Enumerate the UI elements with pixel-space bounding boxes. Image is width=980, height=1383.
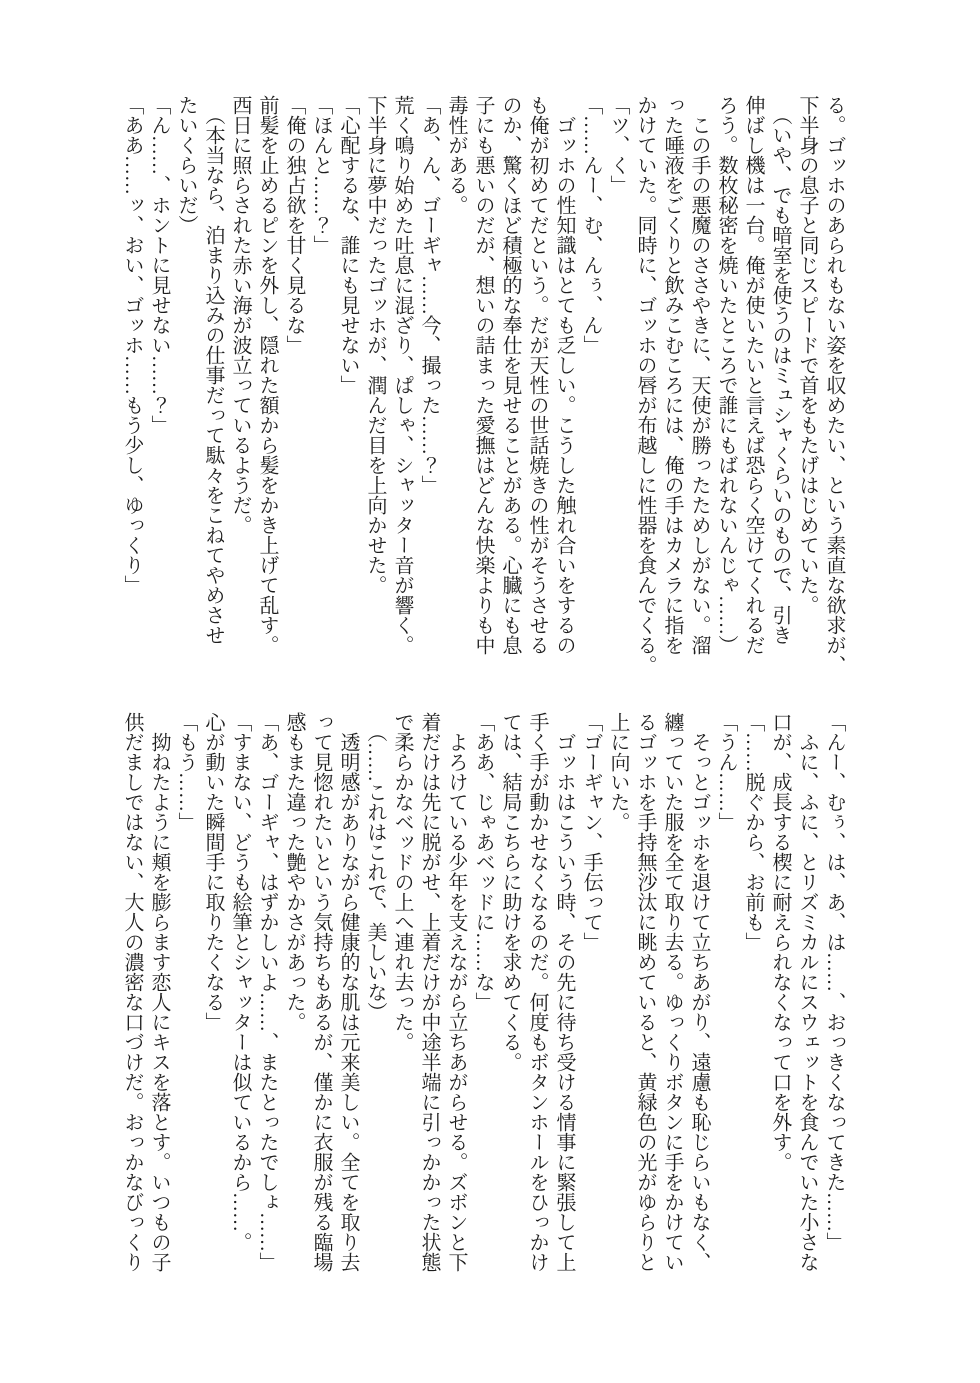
- text-line: 「ゴーギャン、手伝って」: [580, 712, 602, 952]
- text-line: ろう。数枚秘密を焼いたところで誰にもばれないんじゃ……）: [715, 95, 737, 655]
- text-line: 下半身に夢中だったゴッホが、潤んだ目を上向かせた。: [364, 95, 386, 595]
- text-line: 「んー、むぅ、は、あ、は……、おっきくなってきた……」: [823, 712, 845, 1252]
- text-line: 手く手が動かせなくなるのだ。何度もボタンホールをひっかけ: [526, 712, 548, 1272]
- text-line: 「……んー、む、んぅ、ん」: [580, 95, 602, 355]
- passage-block-bottom: [118, 712, 847, 1302]
- text-line: よろけている少年を支えながら立ちあがらせる。ズボンと下: [445, 712, 467, 1272]
- text-line: 上に向いた。: [607, 712, 629, 832]
- text-line: 「ああ……ッ、おい、ゴッホ……もう少し、ゆっくり」: [121, 95, 143, 595]
- text-line: 口が、成長する楔に耐えられなくなって口を外す。: [769, 712, 791, 1172]
- text-line: （いや、でも暗室を使うのはミュシャくらいのもので、引き: [769, 95, 791, 645]
- text-line: 「ほんと……？」: [310, 95, 332, 255]
- text-line: 下半身の息子と同じスピードで首をもたげはじめていた。: [796, 95, 818, 615]
- text-line: 「もう……」: [175, 712, 197, 832]
- text-line: 前髪を止めるピンを外し、隠れた額から髪をかき上げて乱す。: [256, 95, 278, 655]
- text-line: 「すまない、どうも絵筆とシャッターは似ているから……。: [229, 712, 251, 1252]
- text-line: この手の悪魔のささやきに、天使が勝ったためしがない。溜: [688, 95, 710, 655]
- text-line: （……これはこれで、美しいな）: [364, 712, 386, 1022]
- text-line: 子にも悪いのだが、想いの詰まった愛撫はどんな快楽よりも中: [472, 95, 494, 655]
- text-line: 「……脱ぐから、お前も」: [742, 712, 764, 952]
- text-line: ふに、ふに、とリズミカルにスウェットを食んでいた小さな: [796, 712, 818, 1272]
- text-line: のか、驚くほど積極的な奉仕を見せることがある。心臓にも息: [499, 95, 521, 655]
- text-line: った唾液をごくりと飲みこむころには、俺の手はカメラに指を: [661, 95, 683, 655]
- passage-block-top: [118, 95, 847, 685]
- text-line: 毒性がある。: [445, 95, 467, 215]
- text-line: ゴッホはこういう時、その先に待ち受ける情事に緊張して上: [553, 712, 575, 1272]
- text-line: 心が動いた瞬間手に取りたくなる」: [202, 712, 224, 1032]
- text-line: 「ツ、く」: [607, 95, 629, 195]
- text-line: 西日に照らされた赤い海が波立っているようだ。: [229, 95, 251, 535]
- text-line: 「俺の独占欲を甘く見るな」: [283, 95, 305, 355]
- text-line: 「うん……」: [715, 712, 737, 832]
- text-line: 供だましではない、大人の濃密な口づけだ。おっかなびっくり: [121, 712, 143, 1272]
- text-line: 「ああ、じゃあベッドに……な」: [472, 712, 494, 1012]
- text-line: ては、結局こちらに助けを求めてくる。: [499, 712, 521, 1072]
- text-line: 「心配するな、誰にも見せない」: [337, 95, 359, 395]
- text-line: も俺が初めてだという。だが天性の世話焼きの性がそうさせる: [526, 95, 548, 655]
- text-line: 荒く鳴り始めた吐息に混ざり、ぱしゃ、シャッター音が響く。: [391, 95, 413, 655]
- text-line: 「あ、ゴーギャ、はずかしいよ……、またとったでしょ……」: [256, 712, 278, 1272]
- text-line: 「あ、ん、ゴーギャ……今、撮った……？」: [418, 95, 440, 495]
- text-line: って見惚れたいという気持ちもあるが、僅かに衣服が残る臨場: [310, 712, 332, 1272]
- text-line: 「ん……、ホントに見せない……？」: [148, 95, 170, 435]
- text-line: 伸ばし機は一台。俺が使いたいと言えば恐らく空けてくれるだ: [742, 95, 764, 655]
- text-line: 着だけは先に脱がせ、上着だけが中途半端に引っかかった状態: [418, 712, 440, 1272]
- text-line: たいくらいだ）: [175, 95, 197, 235]
- text-line: る。ゴッホのあられもない姿を収めたい、という素直な欲求が、: [823, 95, 845, 675]
- text-line: 感もまた違った艶やかさがあった。: [283, 712, 305, 1032]
- text-line: で柔らかなベッドの上へ連れ去った。: [391, 712, 413, 1052]
- text-line: （本当なら、泊まり込みの仕事だって駄々をこねてやめさせ: [202, 95, 224, 645]
- text-line: 透明感がありながら健康的な肌は元来美しい。全てを取り去: [337, 712, 359, 1272]
- text-line: かけていた。同時に、ゴッホの唇が布越しに性器を食んでくる。: [634, 95, 656, 675]
- text-line: るゴッホを手持無沙汰に眺めていると、黄緑色の光がゆらりと: [634, 712, 656, 1272]
- text-line: そっとゴッホを退けて立ちあがり、遠慮も恥じらいもなく、: [688, 712, 710, 1272]
- text-line: 纏っていた服を全て取り去る。ゆっくりボタンに手をかけてい: [661, 712, 683, 1272]
- text-line: 拗ねたように頬を膨らます恋人にキスを落とす。いつもの子: [148, 712, 170, 1272]
- text-line: ゴッホの性知識はとても乏しい。こうした触れ合いをするの: [553, 95, 575, 655]
